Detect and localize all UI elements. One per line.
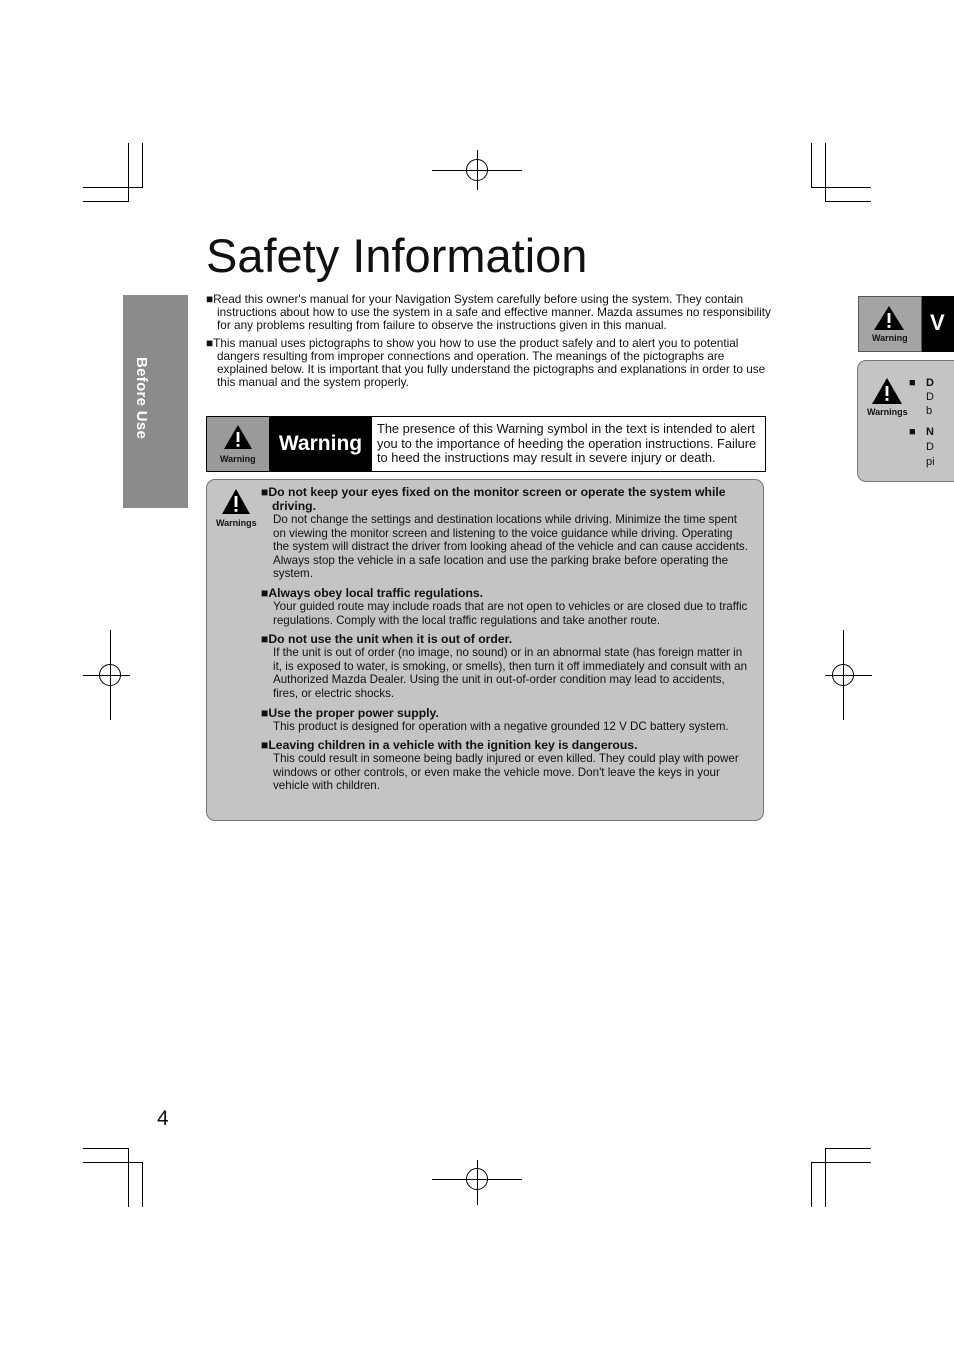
crop-mark bbox=[83, 201, 129, 202]
crop-mark bbox=[128, 1148, 129, 1207]
intro-paragraph: ■Read this owner's manual for your Navigation System carefully before using the system. They contain instructions about how to use the system in a safe and effective manner. Mazda assumes no responsibility for any problems resulting from failure to observe the instructions given in this manual. bbox=[206, 292, 771, 332]
crop-mark bbox=[142, 143, 143, 188]
warning-item-body: This could result in someone being badly injured or even killed. They could play with power windows or other controls, or even make the vehicle move. Don't leave the keys in your vehicle with children. bbox=[273, 752, 739, 793]
crop-mark bbox=[811, 143, 812, 188]
warning-definition bbox=[206, 416, 766, 472]
adjacent-warning-label-fragment: V bbox=[930, 310, 945, 335]
adjacent-warning-label bbox=[922, 296, 954, 352]
warning-item bbox=[261, 586, 751, 627]
registration-mark bbox=[466, 159, 488, 181]
warning-item bbox=[261, 485, 751, 581]
crop-mark bbox=[83, 187, 143, 188]
adjacent-warning-icon-cell bbox=[858, 296, 922, 352]
adjacent-warnings-box bbox=[857, 360, 954, 482]
crop-mark bbox=[825, 201, 871, 202]
intro-text bbox=[206, 293, 776, 394]
adjacent-warnings-caption: Warnings bbox=[867, 407, 908, 417]
intro-paragraph: ■This manual uses pictographs to show you how to use the product safely and to alert you to potential dangers resulting from improper connections and operation. The meanings of the pictographs are explained below. It is important that you fully understand the pictographs and explanations in order to use this manual and the system properly. bbox=[206, 336, 766, 389]
warning-item-body: This product is designed for operation with a negative grounded 12 V DC battery system. bbox=[273, 719, 729, 733]
warnings-box bbox=[206, 479, 764, 821]
registration-mark bbox=[466, 1168, 488, 1190]
crop-mark bbox=[83, 1162, 143, 1163]
adjacent-text: D bbox=[926, 377, 934, 389]
registration-mark bbox=[99, 664, 121, 686]
crop-mark bbox=[825, 143, 826, 202]
section-side-tab bbox=[123, 295, 188, 508]
crop-mark bbox=[811, 1162, 812, 1207]
warning-item bbox=[261, 706, 751, 734]
adjacent-text: D bbox=[926, 441, 934, 453]
warning-item-body: Your guided route may include roads that are not open to vehicles or are closed due to traffic regulations. Comply with the local traffic regulations and take another route. bbox=[273, 599, 748, 627]
warning-triangle-icon bbox=[873, 305, 905, 331]
warning-item-heading: ■Do not use the unit when it is out of order. bbox=[261, 632, 513, 647]
page-number: 4 bbox=[157, 1107, 169, 1130]
adjacent-bullet: ■ bbox=[909, 377, 916, 389]
crop-mark bbox=[811, 187, 871, 188]
adjacent-warning-caption: Warning bbox=[872, 333, 908, 343]
warning-triangle-icon bbox=[221, 488, 251, 515]
warning-item-body: If the unit is out of order (no image, no sound) or in an abnormal state (has foreign matter in it, is exposed to water, is smoking, or smells), then turn it off immediately and consult with an Authorized Mazda Dealer. Using the unit in out-of-order condition may lead to accidents, fires, or electric shocks. bbox=[273, 646, 748, 700]
warning-item bbox=[261, 632, 751, 700]
warning-triangle-icon bbox=[871, 377, 903, 405]
warning-item-body: Do not change the settings and destination locations while driving. Minimize the time spent on viewing the monitor screen and listening to the voice guidance while driving. Operating the system will distract the driver from looking ahead of the vehicle and can cause accidents. Always stop the vehicle in a safe location and use the parking brake before operating the system. bbox=[273, 513, 748, 581]
warning-label: Warning bbox=[269, 417, 372, 471]
warnings-icon-caption: Warnings bbox=[216, 518, 257, 528]
warning-icon-cell bbox=[207, 417, 269, 471]
warning-item-heading: ■Use the proper power supply. bbox=[261, 705, 439, 720]
adjacent-text: pi bbox=[926, 456, 935, 468]
warning-item-heading: ■Do not keep your eyes fixed on the monitor screen or operate the system while driving. bbox=[261, 485, 726, 513]
warning-icon-caption: Warning bbox=[220, 454, 256, 464]
adjacent-bullet: ■ bbox=[909, 426, 916, 438]
warning-definition-text: The presence of this Warning symbol in the text is intended to alert you to the importance of heeding the operation instructions. Failure to heed the instructions may result in severe injury or death. bbox=[377, 421, 757, 465]
crop-mark bbox=[83, 1148, 129, 1149]
warning-triangle-icon bbox=[223, 424, 253, 450]
crop-mark bbox=[142, 1162, 143, 1207]
warning-list bbox=[261, 485, 751, 798]
page-title: Safety Information bbox=[206, 229, 588, 282]
crop-mark bbox=[811, 1162, 871, 1163]
adjacent-text: b bbox=[926, 405, 933, 417]
adjacent-text: N bbox=[926, 426, 934, 438]
crop-mark bbox=[825, 1148, 826, 1207]
side-tab-label: Before Use bbox=[133, 357, 150, 440]
warning-item-heading: ■Leaving children in a vehicle with the ignition key is dangerous. bbox=[261, 738, 638, 753]
warning-item-heading: ■Always obey local traffic regulations. bbox=[261, 585, 484, 600]
crop-mark bbox=[128, 143, 129, 202]
crop-mark bbox=[825, 1148, 871, 1149]
warning-item bbox=[261, 738, 751, 793]
registration-mark bbox=[832, 664, 854, 686]
adjacent-text: D bbox=[926, 391, 934, 403]
